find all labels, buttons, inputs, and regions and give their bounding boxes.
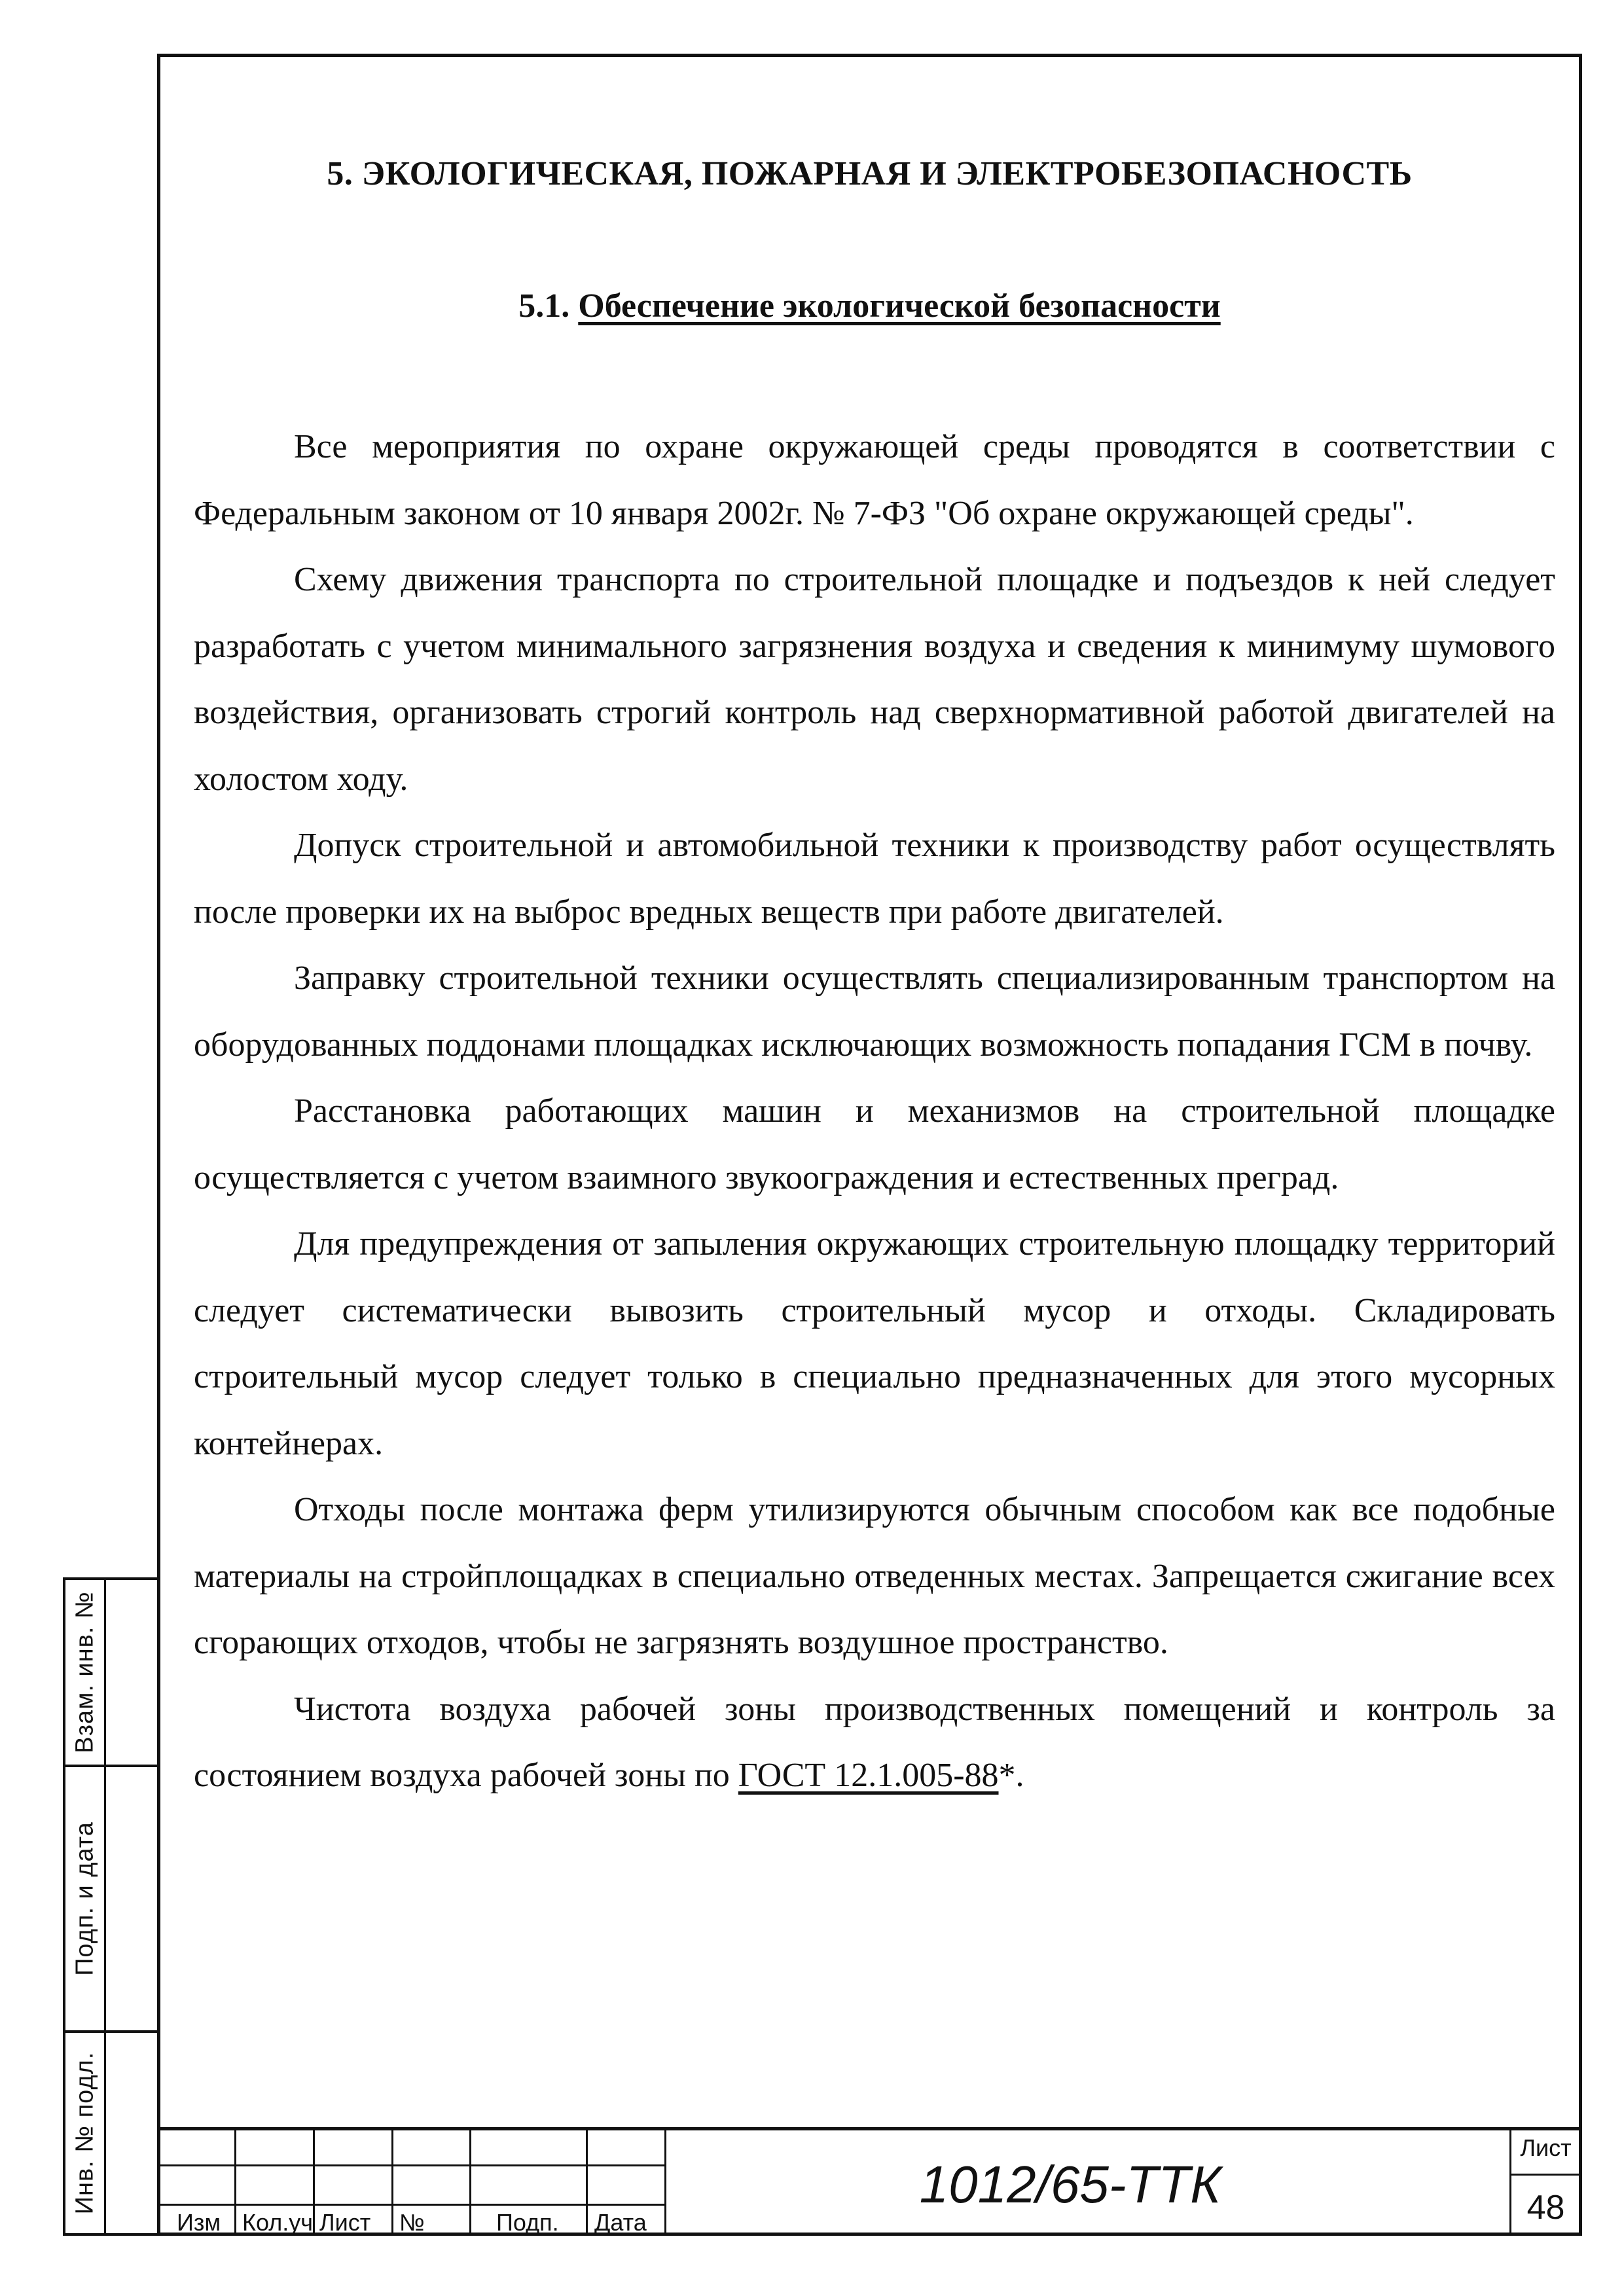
side-stamp-vzam xyxy=(63,1577,157,1767)
paragraph: Схему движения транспорта по строительной площадке и подъездов к ней следует разработать с учетом минимального загрязнения воздуха и сведения к минимуму шумового воздействия, организовать строгий контроль над сверхнормативной работой двигателей на холостом ходу. xyxy=(194,561,1555,798)
section-heading xyxy=(157,287,1582,325)
sheet-number: 48 xyxy=(1526,2189,1565,2227)
title-block xyxy=(157,2127,1582,2236)
paragraph: Допуск строительной и автомобильной техники к производству работ осуществлять после проверки их на выброс вредных веществ при работе двигателей. xyxy=(194,827,1555,931)
section-title: Обеспечение экологической безопасности xyxy=(578,287,1221,325)
paragraph-last-tail: *. xyxy=(998,1757,1024,1794)
side-stamp-podp xyxy=(63,1765,157,2033)
col-list: Лист xyxy=(319,2209,371,2236)
side-stamp-inv-label: Инв. № подл. xyxy=(71,2051,98,2215)
side-stamp-podp-label: Подп. и дата xyxy=(71,1821,98,1976)
col-kol-uch: Кол.уч xyxy=(242,2209,313,2236)
col-number: № xyxy=(399,2209,425,2236)
paragraph: Все мероприятия по охране окружающей среды проводятся в соответствии с Федеральным законом от 10 января 2002г. № 7-ФЗ "Об охране окружающей среды". xyxy=(194,428,1555,532)
side-stamp-inv xyxy=(63,2030,157,2236)
side-stamp-vzam-label: Взам. инв. № xyxy=(71,1591,98,1753)
document-code: 1012/65-ТТК xyxy=(919,2155,1221,2214)
paragraph: Отходы после монтажа ферм утилизируются обычным способом как все подобные материалы на стройплощадках в специально отведенных местах. Запрещается сжигание всех сгорающих отходов, чтобы не загрязнять воздушное пространство. xyxy=(194,1491,1555,1661)
paragraph: Заправку строительной техники осуществлять специализированным транспортом на оборудованных поддонами площадках исключающих возможность попадания ГСМ в почву. xyxy=(194,960,1555,1064)
col-data: Дата xyxy=(594,2209,647,2236)
col-podp: Подп. xyxy=(496,2209,559,2236)
sheet-label: Лист xyxy=(1520,2134,1572,2161)
body-text xyxy=(194,414,1555,1809)
paragraph: Для предупреждения от запыления окружающих строительную площадку территорий следует систематически вывозить строительный мусор и отходы. Складировать строительный мусор следует только в специально предназначенных для этого мусорных контейнерах. xyxy=(194,1225,1555,1462)
paragraph-last xyxy=(194,1676,1555,1809)
paragraph: Расстановка работающих машин и механизмов на строительной площадке осуществляется с учетом взаимного звукоограждения и естественных преград. xyxy=(194,1092,1555,1196)
page-title: 5. ЭКОЛОГИЧЕСКАЯ, ПОЖАРНАЯ И ЭЛЕКТРОБЕЗОПАСНОСТЬ xyxy=(327,155,1413,192)
section-number: 5.1. xyxy=(518,287,579,325)
paragraph-last-text: Чистота воздуха рабочей зоны производственных помещений и контроль за состоянием воздуха рабочей зоны по xyxy=(194,1690,1555,1794)
col-izm: Изм xyxy=(177,2209,221,2236)
gost-link[interactable]: ГОСТ 12.1.005-88 xyxy=(738,1757,999,1794)
